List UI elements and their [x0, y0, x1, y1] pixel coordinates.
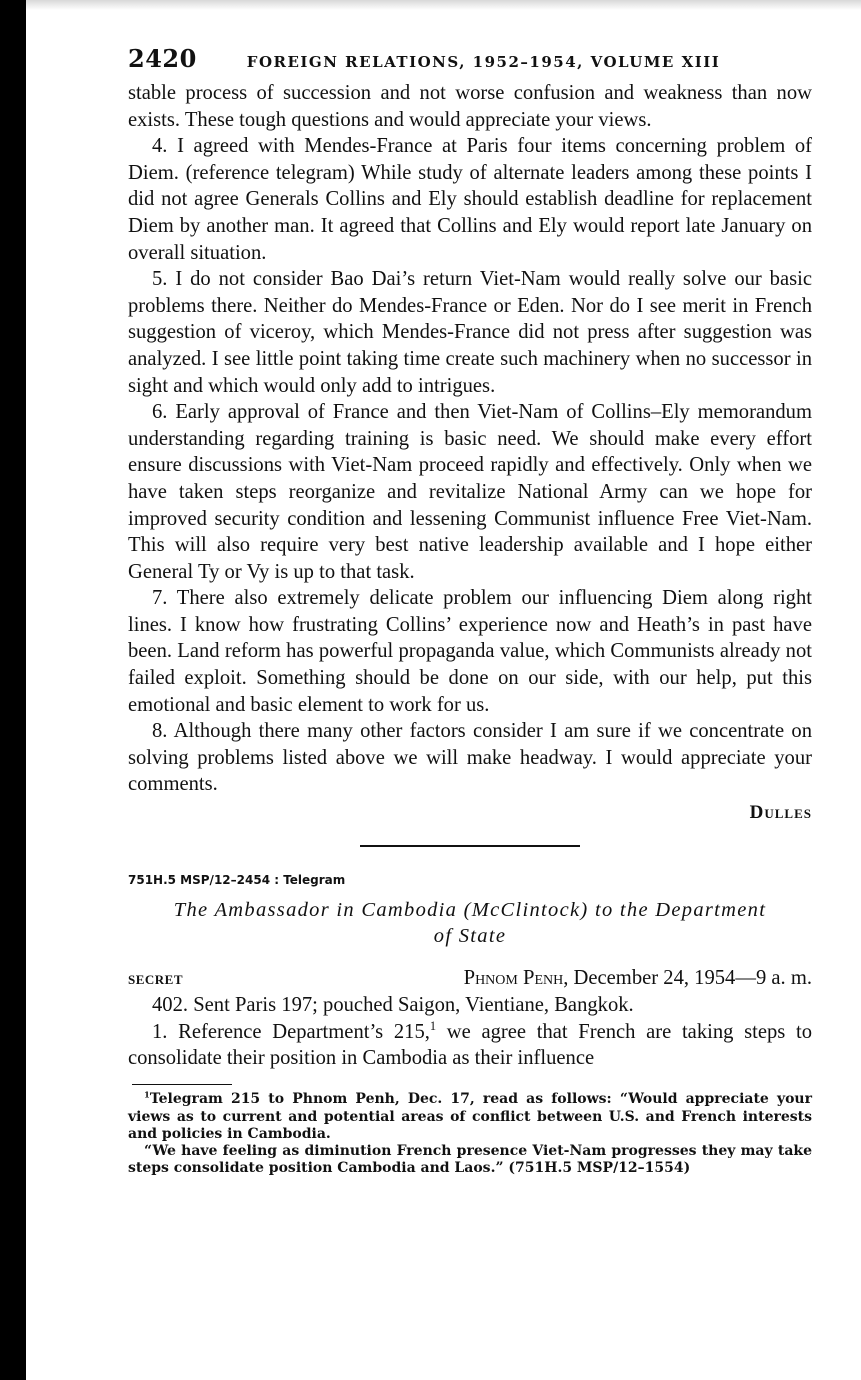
paragraph-4: 4. I agreed with Mendes-France at Paris four items concerning problem of Diem. (reference telegram) While study of alternate leaders among these points I did not agree Generals Collins and Ely should establish deadline for replacement Diem by another man. It agreed that Collins and Ely would report late January on overall situation.	[128, 135, 812, 264]
signature: Dulles	[749, 802, 812, 824]
footnote-1	[128, 1091, 812, 1143]
running-title: FOREIGN RELATIONS, 1952–1954, VOLUME XIII	[246, 53, 721, 71]
page-header	[128, 44, 812, 80]
dateline	[128, 967, 812, 990]
paragraph-8: 8. Although there many other factors consider I am sure if we concentrate on solving problems listed above we will make headway. I would appreciate your comments.	[128, 720, 812, 796]
scan-top-edge	[26, 0, 861, 10]
footnote-1-text: Telegram 215 to Phnom Penh, Dec. 17, read as follows: “Would appreciate your views as to current and potential areas of conflict between U.S. and French interests and policies in Cambodia.	[128, 1091, 812, 1142]
paragraph-5: 5. I do not consider Bao Dai’s return Viet-Nam would really solve our basic problems there. Neither do Mendes-France or Eden. Nor do I see merit in French suggestion of viceroy, which Mendes-France did not press after suggestion was analyzed. I see little point taking time create such machinery when no successor in sight and which would only add to intrigues.	[128, 268, 812, 397]
document-page	[128, 44, 812, 1177]
place-and-date	[464, 967, 812, 990]
scan-left-edge	[0, 0, 26, 1380]
footnote-reference: 1	[429, 1018, 437, 1033]
document-title	[128, 897, 812, 949]
place: Phnom Penh	[463, 967, 564, 990]
telegram-402-body	[128, 992, 812, 1072]
date: , December 24, 1954—9 a. m.	[563, 967, 812, 990]
footnote-rule	[132, 1084, 232, 1086]
routing-line: 402. Sent Paris 197; pouched Saigon, Vientiane, Bangkok.	[152, 994, 634, 1017]
para1-text-continued: we agree that French are taking steps to consolidate their position in Cambodia as their influence	[128, 1020, 812, 1070]
continuation-paragraph: stable process of succession and not worse confusion and weakness than now exists. These tough questions and would appreciate your views.	[128, 82, 812, 131]
footnote-1-continued: “We have feeling as diminution French presence Viet-Nam progresses they may take steps consolidate position Cambodia and Laos.” (751H.5 MSP/12–1554)	[128, 1142, 812, 1177]
classification: SECRET	[128, 972, 184, 988]
paragraph-6: 6. Early approval of France and then Viet-Nam of Collins–Ely memorandum understanding regarding training is basic need. We should make every effort ensure discussions with Viet-Nam proceed rapidly and effectively. Only when we have taken steps reorganize and revitalize National Army can we hope for improved security condition and lessening Communist influence Free Viet-Nam. This will also require very best native leadership available and I hope either General Ty or Vy is up to that task.	[128, 401, 812, 583]
document-title-line-2: of State	[433, 925, 507, 948]
footnotes	[128, 1091, 812, 1177]
para1-text: 1. Reference Department’s 215,	[152, 1020, 430, 1043]
telegram-body	[128, 80, 812, 798]
document-title-line-1: The Ambassador in Cambodia (McClintock) to the Department	[173, 899, 767, 922]
paragraph-7: 7. There also extremely delicate problem our influencing Diem along right lines. I know how frustrating Collins’ experience now and Heath’s in past have been. Land reform has powerful propaganda value, which Communists already not failed exploit. Something should be done on our side, with our help, put this emotional and basic element to work for us.	[128, 587, 812, 716]
telegram-402-paragraph-1	[128, 1019, 812, 1072]
section-divider	[360, 845, 580, 847]
footnote-marker: 1	[144, 1089, 150, 1100]
page-number: 2420	[128, 44, 197, 73]
document-id: 751H.5 MSP/12–2454 : Telegram	[128, 873, 346, 888]
